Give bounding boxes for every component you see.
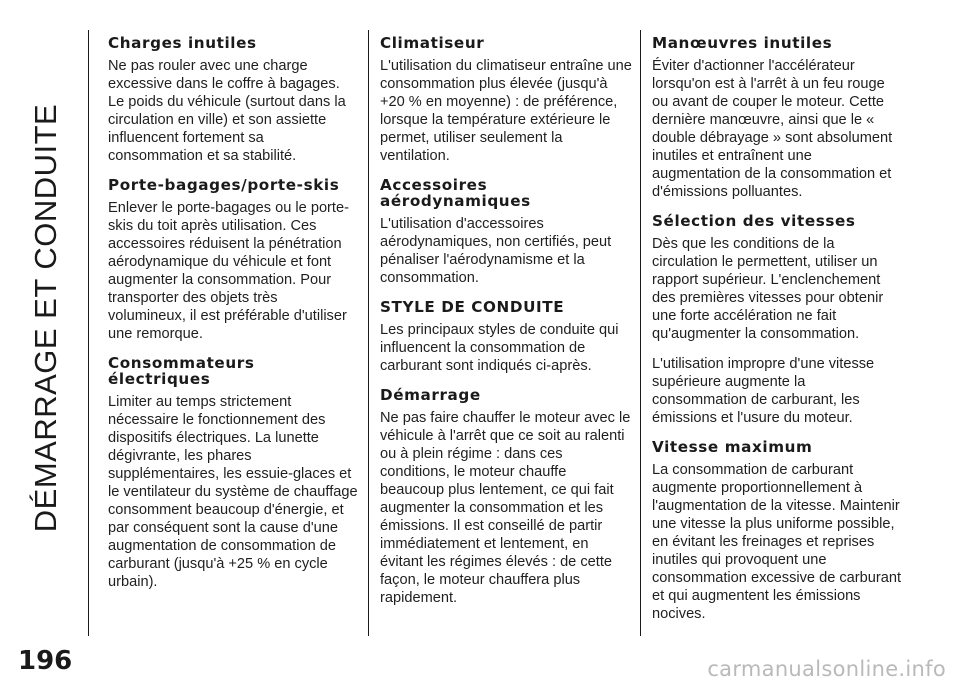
body-paragraph: L'utilisation impropre d'une vitesse supérieure augmente la consommation de carburant, les émissions et l'usure du moteur. [652,356,875,426]
body-paragraph: Enlever le porte-bagages ou le porte-skis du toit après utilisation. Ces accessoires réduisent la pénétration aérodynamique du véhicule et font augmenter la consommation. Pour transporter des objets très volumineux, il est préférable d'utiliser une remorque. [108,200,349,342]
body-paragraph: Les principaux styles de conduite qui influencent la consommation de carburant sont indiqués ci-après. [380,322,619,374]
body-paragraph: Limiter au temps strictement nécessaire le fonctionnement des dispositifs électriques. La lunette dégivrante, les phares supplémentaires, les essuie-glaces et le ventilateur du système de chauffage consomment beaucoup d'énergie, et par conséquent sont la cause d'une augmentation de consommation de carburant (jusqu'à +25 % en cycle urbain). [108,394,358,590]
column-divider [368,30,369,636]
text-column-2 [380,35,632,619]
body-paragraph: L'utilisation d'accessoires aérodynamiques, non certifiés, peut pénaliser l'aérodynamisme et la consommation. [380,216,612,286]
section-heading: Démarrage [380,386,481,404]
section-heading: Accessoires aérodynamiques [380,176,531,210]
chapter-side-title: DÉMARRAGE ET CONDUITE [28,103,63,533]
section-heading: Charges inutiles [108,34,257,52]
section-heading: Porte-bagages/porte-skis [108,176,340,194]
section-heading: Vitesse maximum [652,438,813,456]
section-heading: Climatiseur [380,34,485,52]
section-heading: Sélection des vitesses [652,212,856,230]
body-paragraph: Ne pas faire chauffer le moteur avec le véhicule à l'arrêt que ce soit au ralenti ou à plein régime : dans ces conditions, le moteur chauffe beaucoup plus lentement, ce qui fait augmenter la consommation et les émissions. Il est conseillé de partir immédiatement et lentement, en évitant les régimes élevés : de cette façon, le moteur chauffera plus rapidement. [380,410,631,606]
body-paragraph: L'utilisation du climatiseur entraîne une consommation plus élevée (jusqu'à +20 % en moyenne) : de préférence, lorsque la température extérieure le permet, utiliser seulement la ventilation. [380,58,632,164]
column-divider [640,30,641,636]
body-paragraph: Éviter d'actionner l'accélérateur lorsqu'on est à l'arrêt à un feu rouge ou avant de couper le moteur. Cette dernière manœuvre, ainsi que le « double débrayage » sont absolument inutiles et entraînent une augmentation de la consommation et d'émissions polluantes. [652,58,893,200]
column-divider [88,30,89,636]
text-column-1 [108,35,358,603]
section-heading: Manœuvres inutiles [652,34,833,52]
text-column-3 [652,35,902,635]
body-paragraph: La consommation de carburant augmente proportionnellement à l'augmentation de la vitesse. Maintenir une vitesse la plus uniforme possible, en évitant les freinages et reprises inutiles qui provoquent une consommation excessive de carburant et qui augmentent les émissions nocives. [652,462,902,622]
body-paragraph: Dès que les conditions de la circulation le permettent, utiliser un rapport supérieur. L'enclenchement des premières vitesses pour obtenir une forte accélération ne fait qu'augmenter la consommation. [652,236,884,342]
section-heading: Consommateurs électriques [108,354,255,388]
site-watermark: carmanualsonline.info [707,657,946,681]
section-heading: STYLE DE CONDUITE [380,298,565,316]
body-paragraph: Ne pas rouler avec une charge excessive dans le coffre à bagages. Le poids du véhicule (surtout dans la circulation en ville) et son assiette influencent fortement sa consommation et sa stabilité. [108,58,346,164]
page-number: 196 [18,646,73,676]
